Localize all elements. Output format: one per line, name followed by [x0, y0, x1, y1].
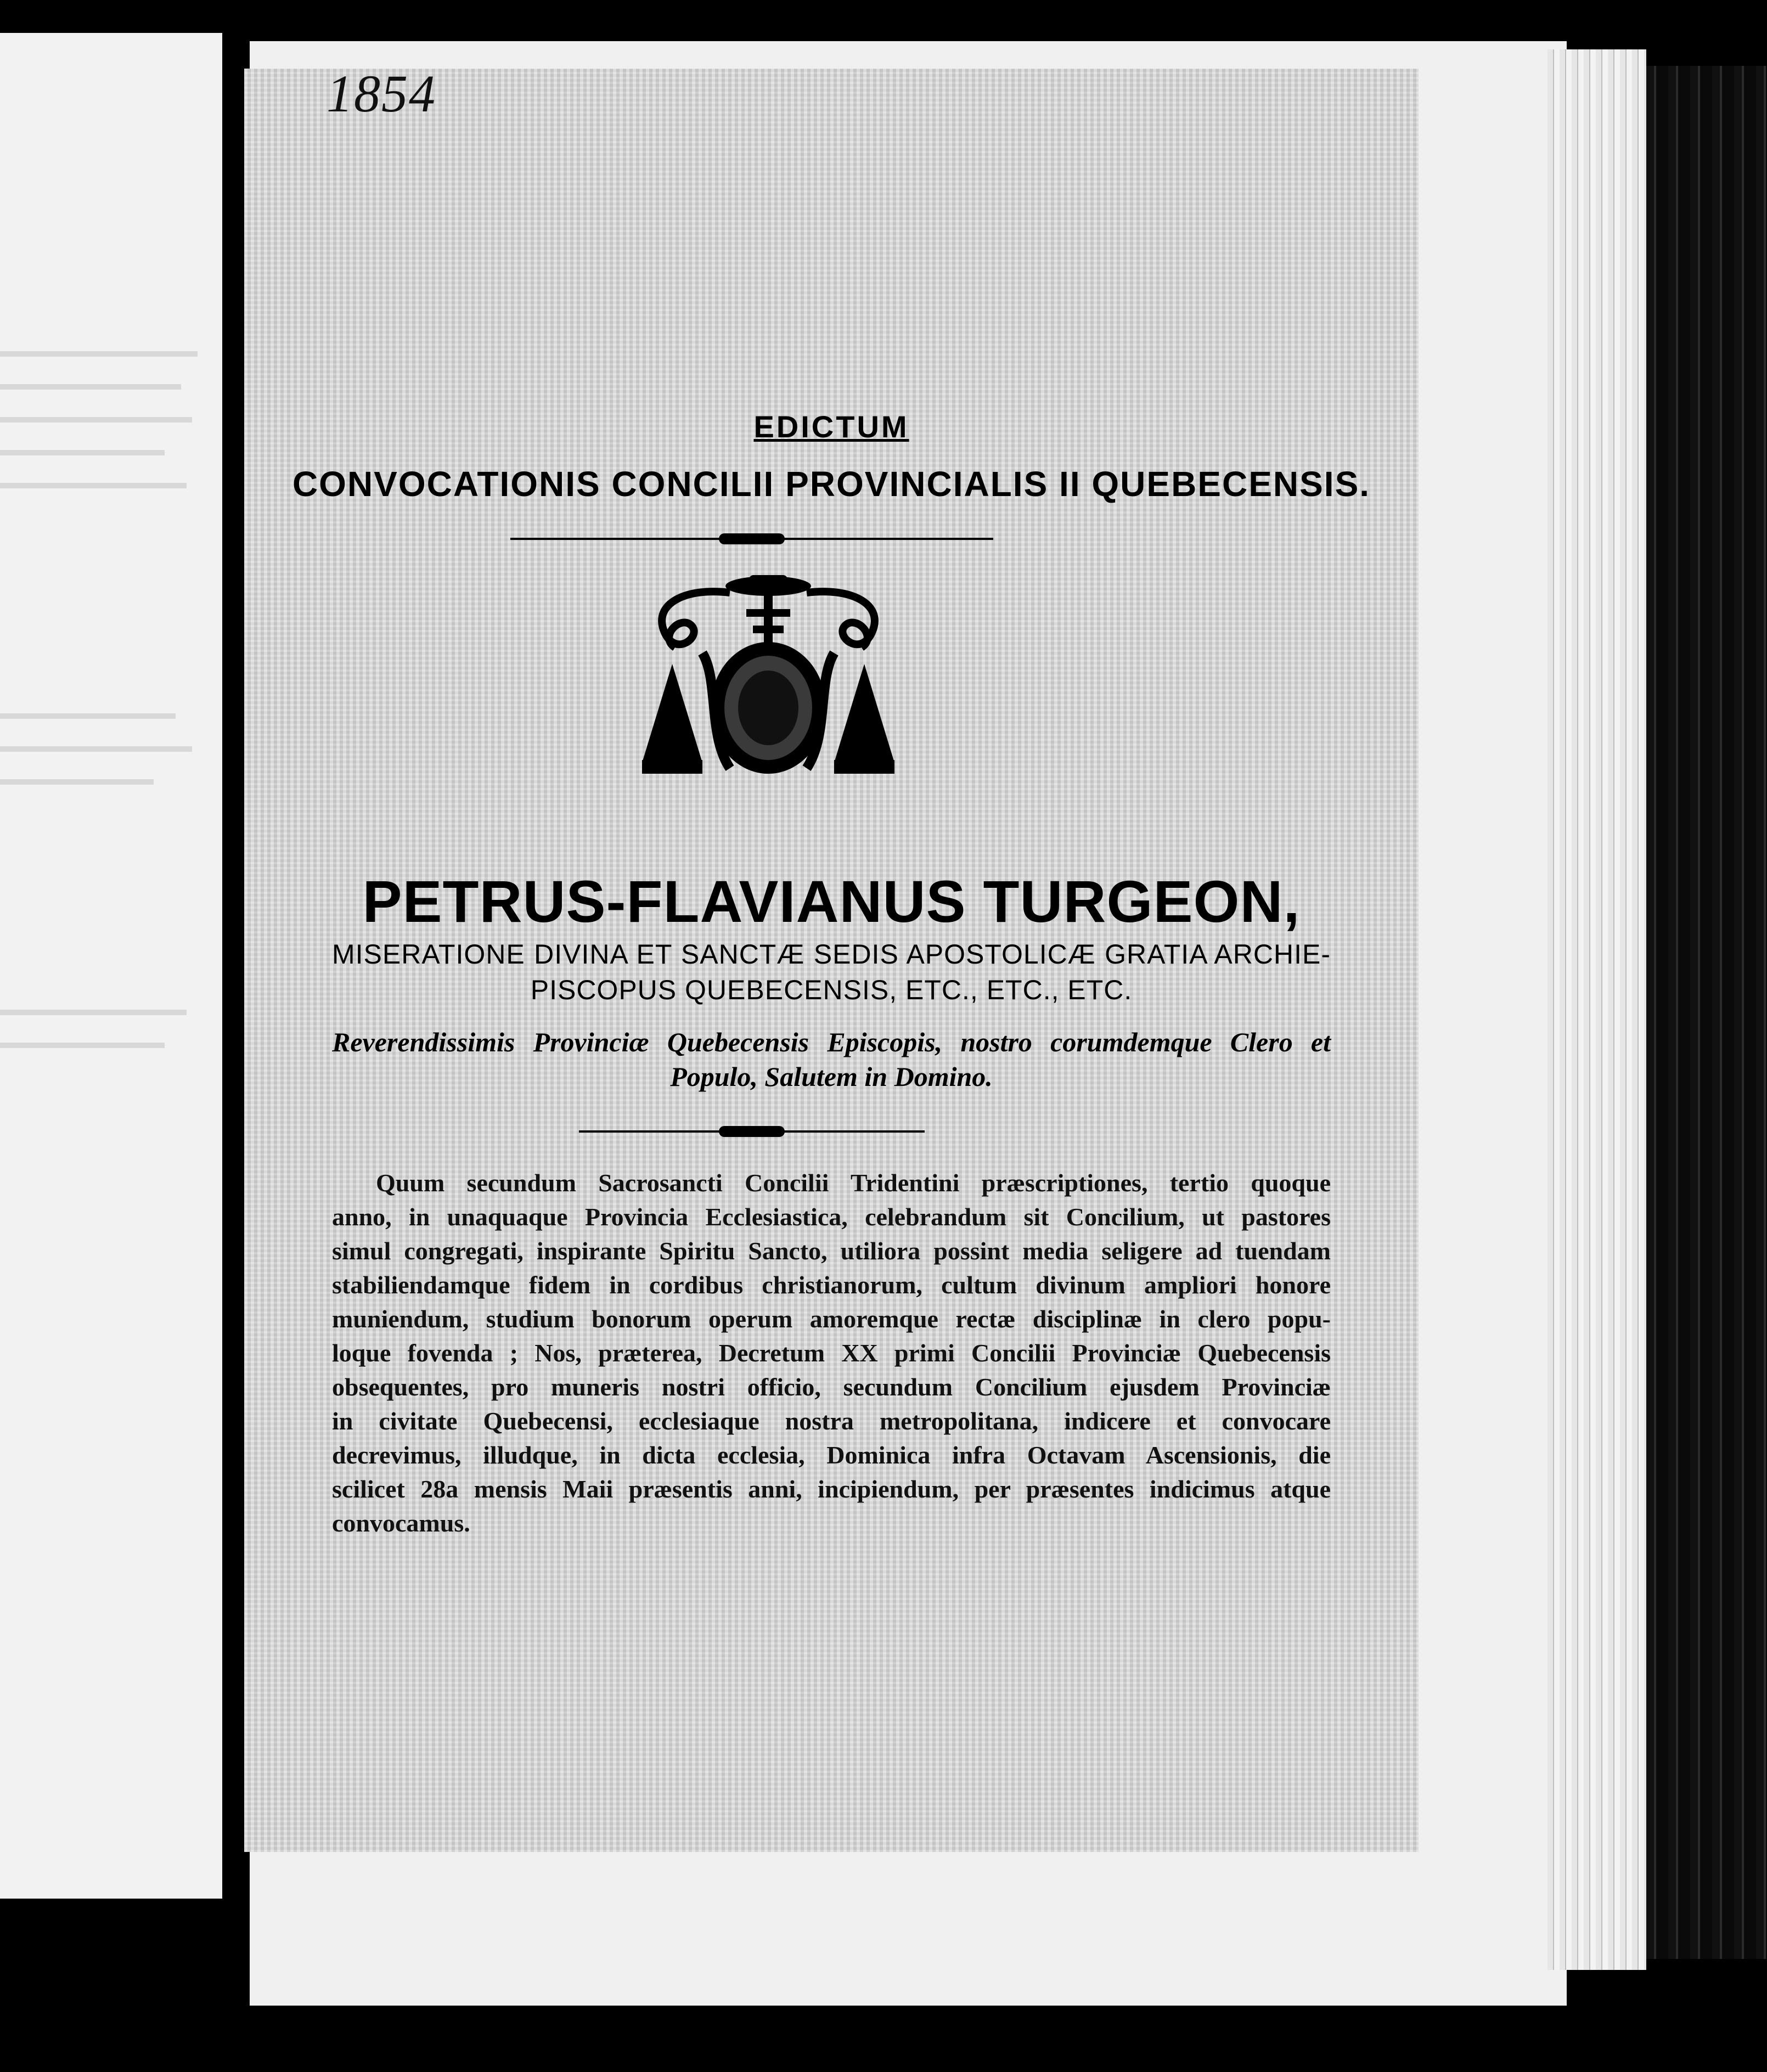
archbishop-title-line1: MISERATIONE DIVINA ET SANCTÆ SEDIS APOSTOLICÆ GRATIA ARCHIE- — [332, 939, 1331, 970]
greeting-line1: Reverendissimis Provinciæ Quebecensis Episcopis, nostro corumdemque Clero et — [332, 1027, 1331, 1057]
greeting-line2: Populo, Salutem in Domino. — [670, 1061, 993, 1092]
body-line: scilicet 28a mensis Maii præsentis anni, incipiendum, per præsentes indicimus atque — [332, 1475, 1331, 1503]
left-facing-page — [0, 33, 222, 1899]
edict-title: EDICTUM — [753, 409, 909, 444]
ornamental-rule-bottom — [579, 1130, 925, 1133]
body-line: simul congregati, inspirante Spiritu Sancto, utiliora possint media seligere ad tuendam — [332, 1237, 1331, 1265]
body-line: in civitate Quebecensi, ecclesiaque nostra metropolitana, indicere et convocare — [332, 1407, 1331, 1435]
body-paragraph — [332, 1166, 1331, 1540]
archbishop-title-line2: PISCOPUS QUEBECENSIS, ETC., ETC., ETC. — [530, 975, 1133, 1005]
printed-sheet — [244, 64, 1419, 1852]
ornamental-rule-top — [510, 538, 993, 540]
edict-subject-title: CONVOCATIONIS CONCILII PROVINCIALIS II QUEBECENSIS. — [292, 464, 1371, 504]
body-line: Quum secundum Sacrosancti Concilii Tridentini præscriptiones, tertio quoque — [376, 1169, 1331, 1197]
coat-of-arms-emblem — [637, 571, 900, 856]
body-line: obsequentes, pro muneris nostri officio, secundum Concilium ejusdem Provinciæ — [332, 1373, 1331, 1401]
body-line: stabiliendamque fidem in cordibus christianorum, cultum divinum ampliori honore — [332, 1271, 1331, 1299]
archbishop-name: PETRUS-FLAVIANUS TURGEON, — [362, 868, 1301, 934]
body-line: loque fovenda ; Nos, præterea, Decretum XX primi Concilii Provinciæ Quebecensis — [332, 1339, 1331, 1367]
body-line: muniendum, studium bonorum operum amoremque rectæ disciplinæ in clero popu- — [332, 1305, 1331, 1333]
page-edges — [1547, 49, 1646, 1970]
body-line: convocamus. — [332, 1509, 470, 1537]
handwritten-year: 1854 — [327, 64, 436, 123]
book-spine — [1646, 66, 1767, 1959]
body-line: decrevimus, illudque, in dicta ecclesia, Dominica infra Octavam Ascensionis, die — [332, 1441, 1331, 1469]
body-line: anno, in unaquaque Provincia Ecclesiastica, celebrandum sit Concilium, ut pastores — [332, 1203, 1331, 1231]
